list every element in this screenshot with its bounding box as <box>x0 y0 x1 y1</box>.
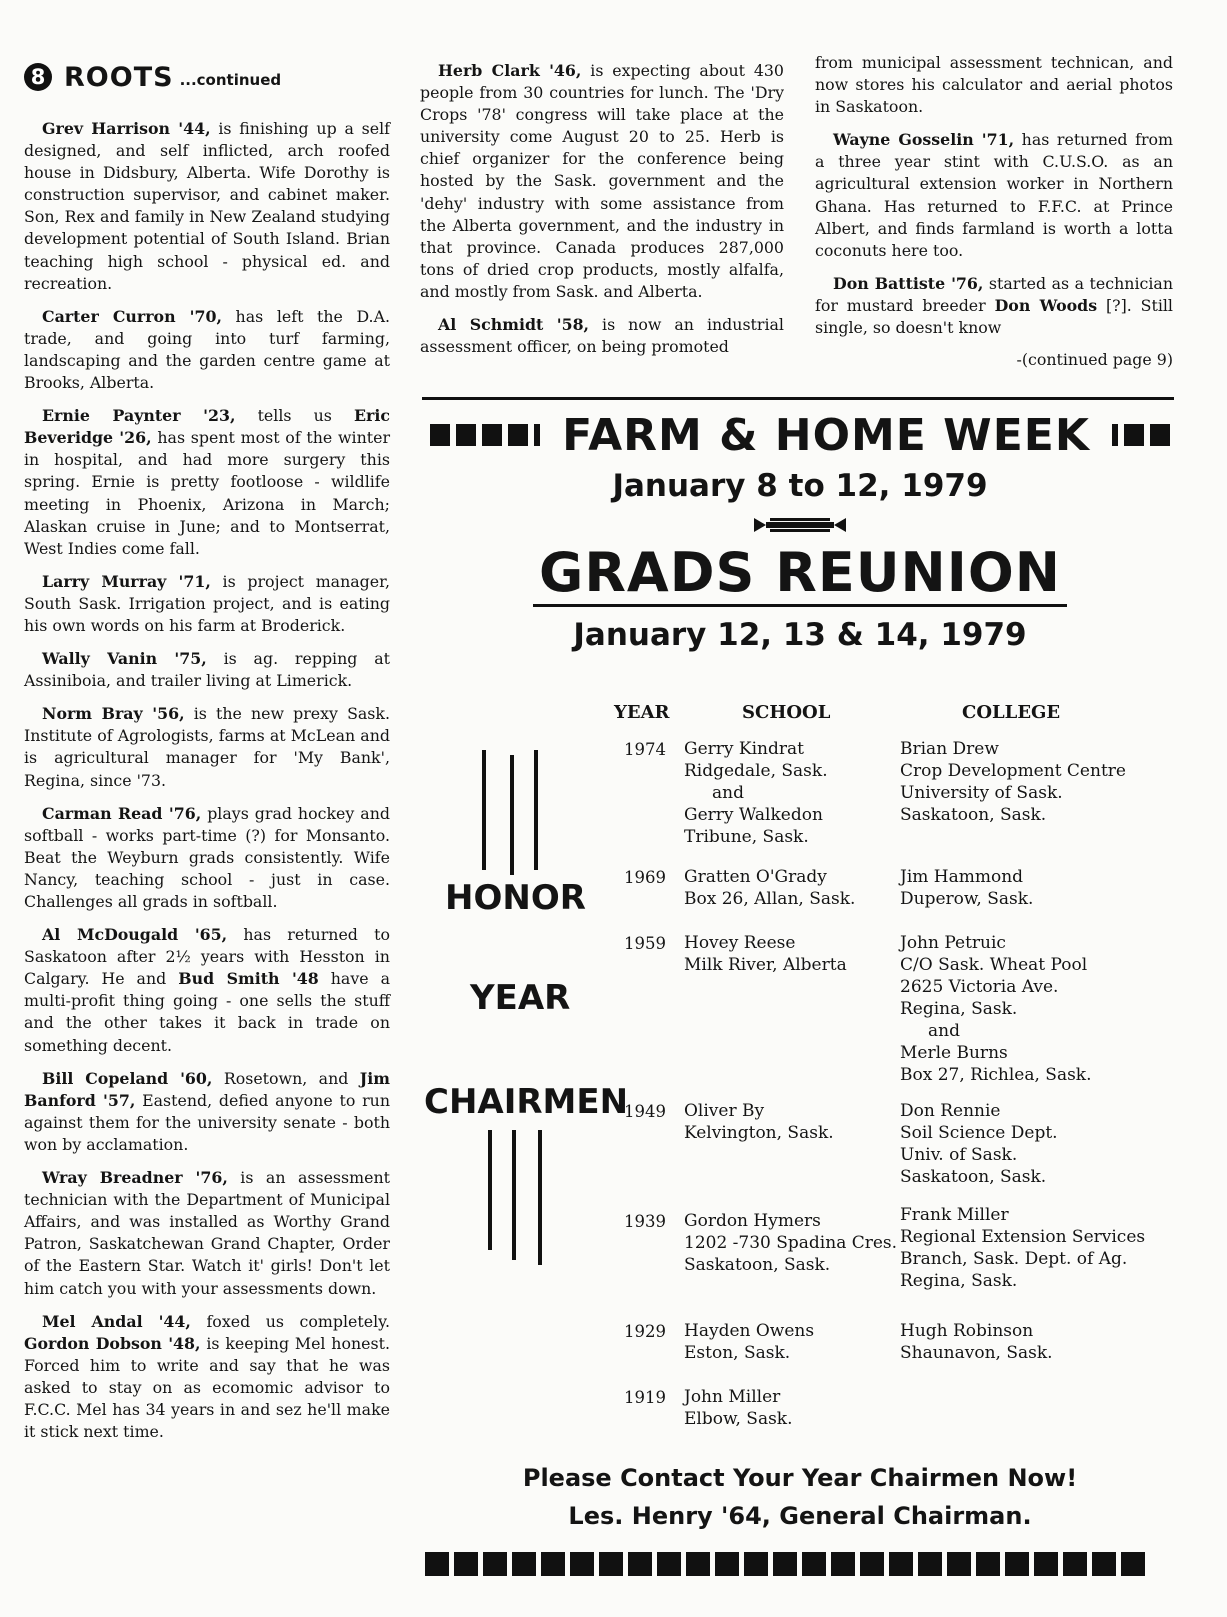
school-chairman <box>684 1210 897 1276</box>
ornament-block <box>1005 1552 1029 1576</box>
item-text: Eastend, defied anyone to run against them for the university senate - both won by acclamation. <box>24 1090 390 1154</box>
college-chairman-line: Shaunavon, Sask. <box>900 1343 1053 1363</box>
ornament-block <box>483 1552 507 1576</box>
row-year: 1929 <box>624 1322 666 1341</box>
person-name: Mel Andal '44, <box>42 1311 191 1331</box>
row-year: 1969 <box>624 868 666 887</box>
college-chairman-line: 2625 Victoria Ave. <box>900 977 1059 997</box>
vertical-bar <box>534 750 538 870</box>
news-item <box>24 571 390 637</box>
item-text: started as a technician for mustard breeder <box>815 273 1173 315</box>
college-chairman-line: and <box>928 1021 960 1041</box>
college-chairman-line: Regional Extension Services <box>900 1227 1146 1247</box>
ornament-block <box>686 1552 710 1576</box>
item-text: has returned to Saskatoon after 2½ years with Hesston in Calgary. He and <box>24 925 390 989</box>
school-chairman-line: Milk River, Alberta <box>684 955 847 975</box>
news-item <box>24 1068 390 1156</box>
section-title: ROOTS <box>64 61 174 93</box>
item-text: is project manager, South Sask. Irrigation project, and is eating his own words on his farm at Broderick. <box>24 571 390 635</box>
ornament-block <box>599 1552 623 1576</box>
left-news-items <box>24 118 390 1443</box>
ornament-block <box>1063 1552 1087 1576</box>
right-column <box>815 52 1173 369</box>
middle-news-items <box>420 60 784 358</box>
person-name: Eric Beveridge '26, <box>24 406 390 448</box>
decorative-divider-icon <box>420 514 1180 536</box>
person-name: Herb Clark '46, <box>438 61 582 80</box>
person-name: Carman Read '76, <box>42 803 202 823</box>
left-column <box>24 50 390 1454</box>
section-header <box>24 50 390 104</box>
news-item <box>24 703 390 791</box>
row-year: 1974 <box>624 740 666 759</box>
ornament-block <box>657 1552 681 1576</box>
school-chairman <box>684 932 847 976</box>
college-chairman-line: Jim Hammond <box>900 867 1024 887</box>
person-name: Don Battiste '76, <box>833 273 984 293</box>
item-text: is ag. repping at Assiniboia, and trailer living at Limerick. <box>24 649 390 691</box>
block-ornament-left <box>430 424 540 446</box>
news-item <box>24 405 390 560</box>
college-chairman-line: Brian Drew <box>900 739 999 759</box>
news-item <box>24 648 390 692</box>
item-text: is expecting about 430 people from 30 countries for lunch. The 'Dry Crops '78' congress will take place at the university come August 20 to 25. Herb is chief organizer for the conference being hosted by the Sask. government and the 'dehy' industry with some assistance from the Alberta government, and the industry in that province. Canada produces 287,000 tons of dried crop products, mostly alfalfa, and mostly from Sask. and Alberta. <box>420 61 784 301</box>
news-item <box>24 1311 390 1444</box>
ornament-block <box>628 1552 652 1576</box>
school-chairman-line: Gordon Hymers <box>684 1211 821 1231</box>
item-text: [?]. Still single, so doesn't know <box>815 295 1173 338</box>
school-chairman-line: 1202 -730 Spadina Cres. <box>684 1233 898 1253</box>
bottom-block-ornament <box>425 1552 1145 1576</box>
item-text: is now an industrial assessment officer, on being promoted <box>420 315 784 357</box>
news-item <box>24 118 390 295</box>
school-chairman <box>684 738 828 848</box>
ornament-block <box>541 1552 565 1576</box>
vertical-bar <box>538 1130 542 1265</box>
person-name: Jim Banford '57, <box>24 1068 390 1110</box>
ornament-block <box>802 1552 826 1576</box>
school-chairman-line: John Miller <box>684 1387 781 1407</box>
grads-reunion-dates: January 12, 13 & 14, 1979 <box>573 617 1027 653</box>
vertical-bar <box>512 1130 516 1260</box>
person-name: Grev Harrison '44, <box>42 119 211 138</box>
item-text: has spent most of the winter in hospital, and had more surgery this spring. Ernie is pretty footloose - wildlife meeting in Phoenix, Arizona in March; Alaskan cruise in June; and to Montserrat, West Indies come fall. <box>24 428 390 558</box>
school-chairman-line: Ridgedale, Sask. <box>684 761 828 781</box>
block-ornament-right <box>1112 424 1170 446</box>
college-chairman-line: Saskatoon, Sask. <box>900 1167 1047 1187</box>
college-chairman-line: Univ. of Sask. <box>900 1145 1018 1165</box>
ornament-block <box>1034 1552 1058 1576</box>
school-chairman <box>684 866 855 910</box>
college-chairman-line: University of Sask. <box>900 783 1063 803</box>
college-chairman-line: Saskatoon, Sask. <box>900 805 1047 825</box>
news-item <box>24 803 390 913</box>
ornament-block <box>976 1552 1000 1576</box>
vertical-bar <box>488 1130 492 1250</box>
college-chairman-line: Hugh Robinson <box>900 1321 1034 1341</box>
college-chairman <box>900 738 1126 826</box>
page-number-badge: 8 <box>24 63 52 91</box>
college-chairman <box>900 932 1092 1086</box>
item-text: foxed us completely. <box>190 1311 390 1331</box>
section-subtitle: ...continued <box>179 71 282 89</box>
person-name: Carter Curron '70, <box>42 306 222 326</box>
college-chairman-line: Branch, Sask. Dept. of Ag. <box>900 1249 1128 1269</box>
person-name: Don Woods <box>994 295 1098 315</box>
college-chairman-line: Merle Burns <box>900 1043 1008 1063</box>
school-chairman-line: Oliver By <box>684 1101 765 1121</box>
school-chairman <box>684 1386 793 1430</box>
ornament-block <box>773 1552 797 1576</box>
school-chairman <box>684 1100 834 1144</box>
school-chairman <box>684 1320 814 1364</box>
row-year: 1959 <box>624 934 666 953</box>
person-name: Norm Bray '56, <box>42 704 185 724</box>
column-header-school: SCHOOL <box>742 702 831 723</box>
item-text: is the new prexy Sask. Institute of Agrologists, farms at McLean and is agricultural manager for 'My Bank', Regina, since '73. <box>24 704 391 790</box>
chairmen-label: CHAIRMEN <box>424 1082 629 1122</box>
person-name: Bill Copeland '60, <box>42 1068 213 1088</box>
ornament-block <box>1092 1552 1116 1576</box>
person-name: Al McDougald '65, <box>42 925 228 945</box>
college-chairman <box>900 1100 1058 1188</box>
ornament-block <box>715 1552 739 1576</box>
person-name: Gordon Dobson '48, <box>24 1333 201 1353</box>
news-item <box>24 1167 390 1300</box>
item-text: has left the D.A. trade, and going into turf farming, landscaping and the garden centre game at Brooks, Alberta. <box>24 306 391 393</box>
person-name: Ernie Paynter '23, <box>42 406 236 426</box>
ornament-block <box>860 1552 884 1576</box>
news-item <box>420 60 784 303</box>
ornament-block <box>744 1552 768 1576</box>
item-text: is keeping Mel honest. Forced him to write and say that he was asked to stay on as ecomomic advisor to F.C.C. Mel has 34 years in and sez he'll make it stick next time. <box>24 1333 390 1442</box>
item-text: has returned from a three year stint with C.U.S.O. as an agricultural extension worker in Northern Ghana. Has returned to F.F.C. at Prince Albert, and finds farmland is worth a lotta coconuts here too. <box>815 130 1173 260</box>
college-chairman-line: C/O Sask. Wheat Pool <box>900 955 1088 975</box>
year-label: YEAR <box>470 978 571 1018</box>
ornament-block <box>947 1552 971 1576</box>
school-chairman-line: and <box>712 783 744 803</box>
column-header-year: YEAR <box>614 702 670 723</box>
school-chairman-line: Hayden Owens <box>684 1321 815 1341</box>
event-banner <box>420 400 1180 653</box>
grads-reunion-title: GRADS REUNION <box>533 542 1067 607</box>
college-chairman-line: Duperow, Sask. <box>900 889 1034 909</box>
right-news-items <box>815 52 1173 339</box>
ornament-block <box>1121 1552 1145 1576</box>
school-chairman-line: Elbow, Sask. <box>684 1409 793 1429</box>
person-name: Bud Smith '48 <box>178 969 319 989</box>
school-chairman-line: Tribune, Sask. <box>684 827 809 847</box>
farm-home-week-dates: January 8 to 12, 1979 <box>612 468 988 504</box>
ornament-block <box>454 1552 478 1576</box>
person-name: Larry Murray '71, <box>42 571 211 591</box>
person-name: Wayne Gosselin '71, <box>833 130 1015 150</box>
news-item <box>420 314 784 358</box>
school-chairman-line: Gerry Kindrat <box>684 739 804 759</box>
college-chairman-line: Soil Science Dept. <box>900 1123 1058 1143</box>
item-text: plays grad hockey and softball - works part-time (?) for Monsanto. Beat the Weyburn grads consistently. Wife Nancy, teaching school - just in case. Challenges all grads in softball. <box>24 803 390 911</box>
school-chairman-line: Box 26, Allan, Sask. <box>684 889 856 909</box>
person-name: Wray Breadner '76, <box>42 1168 228 1188</box>
school-chairman-line: Saskatoon, Sask. <box>684 1255 831 1275</box>
person-name: Al Schmidt '58, <box>438 315 590 335</box>
continued-note: -(continued page 9) <box>1016 350 1173 370</box>
row-year: 1939 <box>624 1212 666 1231</box>
school-chairman-line: Hovey Reese <box>684 933 796 953</box>
college-chairman-line: John Petruic <box>900 933 1006 953</box>
row-year: 1949 <box>624 1102 666 1121</box>
ornament-block <box>831 1552 855 1576</box>
college-chairman-line: Frank Miller <box>900 1205 1009 1225</box>
college-chairman <box>900 1320 1053 1364</box>
college-chairman <box>900 1204 1145 1292</box>
item-text: Rosetown, and <box>212 1068 360 1088</box>
vertical-bar <box>482 750 486 870</box>
general-chairman-line: Les. Henry '64, General Chairman. <box>568 1502 1032 1530</box>
news-item <box>24 924 390 1057</box>
school-chairman-line: Gerry Walkedon <box>684 805 823 825</box>
school-chairman-line: Gratten O'Grady <box>684 867 827 887</box>
news-item <box>815 273 1173 339</box>
column-header-college: COLLEGE <box>962 702 1061 723</box>
college-chairman-line: Regina, Sask. <box>900 1271 1018 1291</box>
middle-column <box>420 60 784 369</box>
ornament-block <box>570 1552 594 1576</box>
ornament-block <box>889 1552 913 1576</box>
item-text: is finishing up a self designed, and self inflicted, arch roofed house in Didsbury, Alberta. Wife Dorothy is construction supervisor, and cabinet maker. Son, Rex and family in New Zealand studying development potential of South Island. Brian teaching high school - physical ed. and recreation. <box>24 119 390 293</box>
college-chairman-line: Regina, Sask. <box>900 999 1018 1019</box>
news-item <box>815 52 1173 118</box>
item-text: is an assessment technician with the Department of Municipal Affairs, and was installed as Worthy Grand Patron, Saskatchewan Grand Chapter, Order of the Eastern Star. Watch it' girls! Don't let him catch you with your assessments down. <box>24 1168 390 1298</box>
college-chairman-line: Crop Development Centre <box>900 761 1126 781</box>
school-chairman-line: Kelvington, Sask. <box>684 1123 834 1143</box>
vertical-bar <box>510 755 514 875</box>
honor-label: HONOR <box>445 878 586 918</box>
item-text: tells us <box>235 406 355 426</box>
ornament-block <box>425 1552 449 1576</box>
news-item <box>24 306 390 394</box>
ornament-block <box>512 1552 536 1576</box>
item-text: have a multi-profit thing going - one sells the stuff and the other takes it back in trade on something decent. <box>24 969 390 1055</box>
row-year: 1919 <box>624 1388 666 1407</box>
college-chairman-line: Box 27, Richlea, Sask. <box>900 1065 1092 1085</box>
farm-home-week-title: FARM & HOME WEEK <box>562 409 1090 461</box>
ornament-block <box>918 1552 942 1576</box>
school-chairman-line: Eston, Sask. <box>684 1343 791 1363</box>
contact-chairmen-line: Please Contact Your Year Chairmen Now! <box>522 1464 1078 1492</box>
college-chairman <box>900 866 1033 910</box>
news-item <box>815 129 1173 262</box>
item-text: from municipal assessment technican, and now stores his calculator and aerial photos in Saskatoon. <box>815 53 1173 117</box>
person-name: Wally Vanin '75, <box>42 649 207 669</box>
college-chairman-line: Don Rennie <box>900 1101 1001 1121</box>
